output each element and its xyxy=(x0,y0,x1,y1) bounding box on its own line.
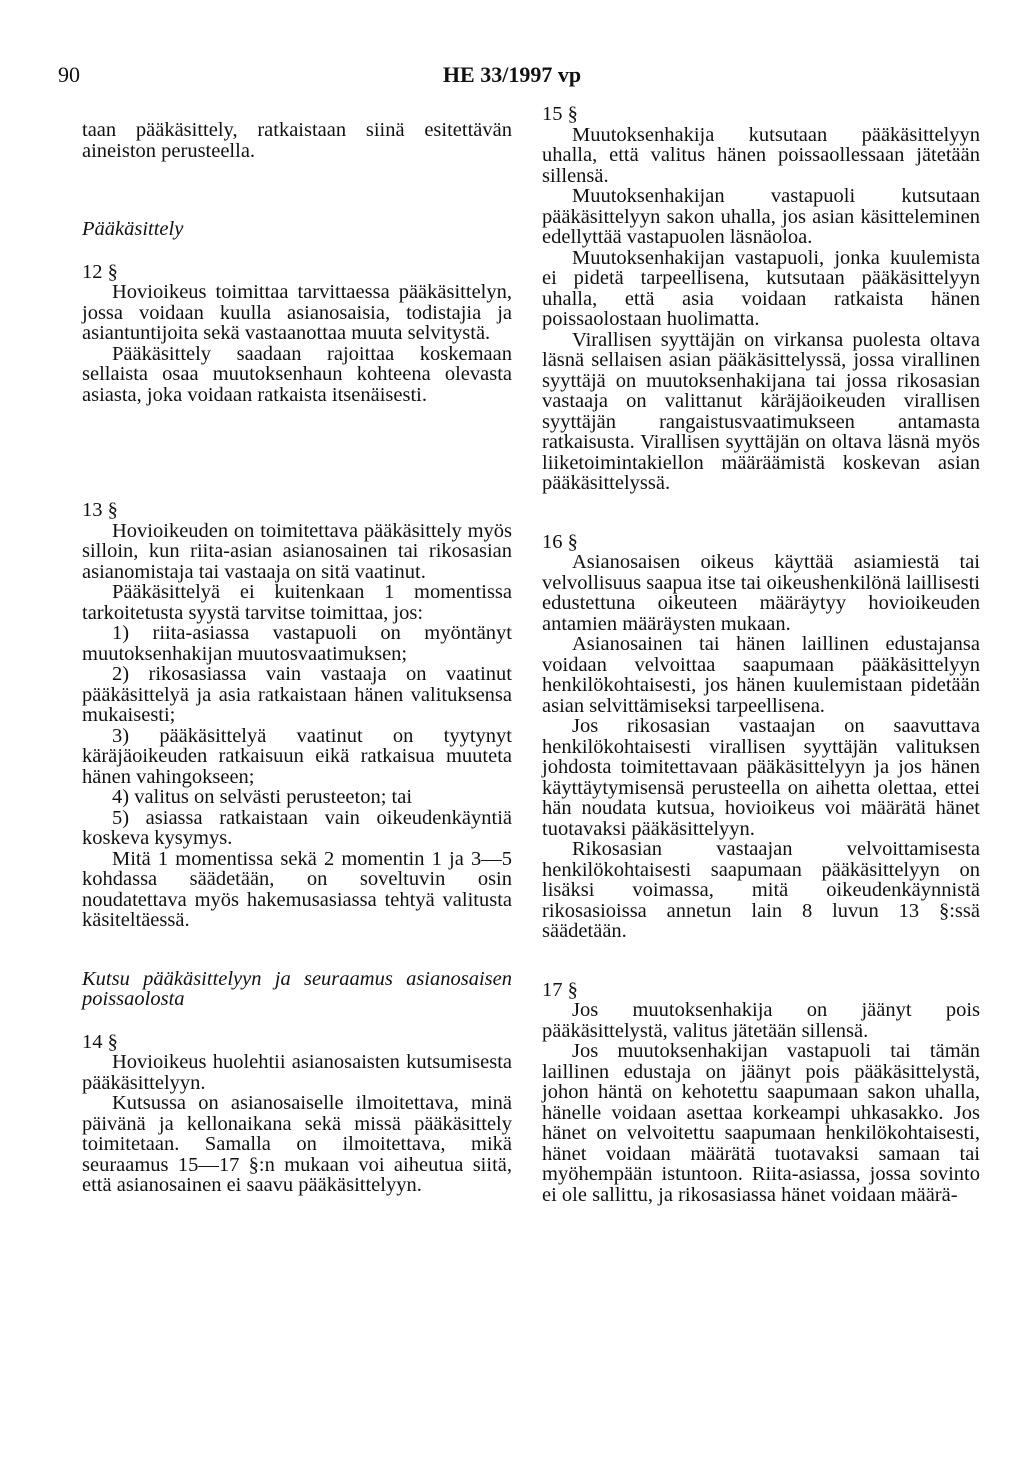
section-number: 14 § xyxy=(82,1030,118,1053)
paragraph: Jos rikosasian vastaajan on saavuttava henkilökohtaisesti virallisen syyttäjän valituksen johdosta toimitettavaan pääkäsittelyyn ja jos hänen käyttäytymisensä perusteella on aihetta olettaa, ettei hän noudata kutsua, hovioikeus voi määrätä hänet tuotavaksi pääkäsittelyyn. xyxy=(542,715,980,840)
section-number: 13 § xyxy=(82,499,118,521)
section-heading: Pääkäsittely xyxy=(82,218,184,240)
intro-paragraph: taan pääkäsittely, ratkaistaan siinä esitettävän aineiston perusteella. xyxy=(82,119,512,162)
paragraph: Muutoksenhakijan vastapuoli, jonka kuulemista ei pidetä tarpeellisena, kutsutaan pääkäsittelyyn uhalla, että asia voidaan ratkaista hänen poissaolostaan huolimatta. xyxy=(542,246,980,330)
left-column xyxy=(82,120,512,1196)
paragraph: Hovioikeus huolehtii asianosaisten kutsumisesta pääkäsittelyyn. xyxy=(82,1051,512,1094)
running-head: HE 33/1997 vp xyxy=(442,62,582,87)
page-number: 90 xyxy=(58,62,80,87)
paragraph: Hovioikeuden on toimitettava pääkäsittely myös silloin, kun riita-asian asianosainen tai rikosasian asianomistaja tai vastaaja on sitä vaatinut. xyxy=(82,519,512,583)
paragraph: Virallisen syyttäjän on virkansa puolesta oltava läsnä sellaisen asian pääkäsittelyssä, jossa virallinen syyttäjä on muutoksenhakijana tai jossa rikosasian vastaaja on valittanut käräjäoikeuden virallisen syyttäjän rangaistusvaatimukseen antamasta ratkaisusta. Virallisen syyttäjän on oltava läsnä myös liiketoimintakiellon määräämistä koskevan asian pääkäsittelyssä. xyxy=(542,328,980,494)
paragraph: Jos muutoksenhakijan vastapuoli tai tämän laillinen edustaja on jäänyt pois pääkäsittelystä, johon häntä on kehotettu saapumaan sakon uhalla, hänelle voidaan asettaa korkeampi uhkasakko. Jos hänet on velvoitettu saapumaan henkilökohtaisesti, hänet voidaan määrätä tuotavaksi samaan tai myöhempään istuntoon. Riita-asiassa, jossa sovinto ei ole sallittu, ja rikosasiassa hänet voidaan määrä- xyxy=(542,1040,980,1206)
list-item: 1) riita-asiassa vastapuoli on myöntänyt muutoksenhakijan muutosvaatimuksen; xyxy=(82,622,512,665)
section-number: 15 § xyxy=(542,103,578,125)
paragraph: Muutoksenhakija kutsutaan pääkäsittelyyn uhalla, että valitus hänen poissaollessaan jätetään sillensä. xyxy=(542,123,980,187)
list-item: 2) rikosasiassa vain vastaaja on vaatinut pääkäsittelyä ja asia ratkaistaan hänen valituksensa mukaisesti; xyxy=(82,663,512,726)
paragraph: Muutoksenhakijan vastapuoli kutsutaan pääkäsittelyyn sakon uhalla, jos asian käsitteleminen edellyttää vastapuolen läsnäoloa. xyxy=(542,185,980,248)
paragraph: Kutsussa on asianosaiselle ilmoitettava, minä päivänä ja kellonaikana sekä missä pääkäsittely toimitetaan. Samalla on ilmoitettava, mikä seuraamus 15—17 §:n mukaan voi aiheutua siitä, että asianosainen ei saavu pääkäsittelyyn. xyxy=(82,1092,512,1196)
paragraph: Asianosaisen oikeus käyttää asiamiestä tai velvollisuus saapua itse tai oikeushenkilönä laillisesti edustettuna oikeuteen määräytyy hovioikeuden antamien määräysten mukaan. xyxy=(542,551,980,635)
section-number: 12 § xyxy=(82,260,118,283)
paragraph: Jos muutoksenhakija on jäänyt pois pääkäsittelystä, valitus jätetään sillensä. xyxy=(542,999,980,1042)
paragraph: Pääkäsittely saadaan rajoittaa koskemaan sellaista osaa muutoksenhaun kohteena olevasta asiasta, joka voidaan ratkaista itsenäisesti. xyxy=(82,342,512,406)
list-item: 3) pääkäsittelyä vaatinut on tyytynyt käräjäoikeuden ratkaisuun eikä ratkaisua muuteta hänen vahingokseen; xyxy=(82,724,512,788)
right-column xyxy=(542,104,980,1205)
list-item: 4) valitus on selvästi perusteeton; tai xyxy=(112,786,413,808)
paragraph: Hovioikeus toimittaa tarvittaessa pääkäsittelyn, jossa voidaan kuulla asianosaisia, todistajia ja asiantuntijoita sekä vastaanottaa muuta selvitystä. xyxy=(82,281,512,344)
paragraph: Pääkäsittelyä ei kuitenkaan 1 momentissa tarkoitetusta syystä tarvitse toimittaa, jos: xyxy=(82,581,512,624)
paragraph: Rikosasian vastaajan velvoittamisesta henkilökohtaisesti saapumaan pääkäsittelyyn on lisäksi voimassa, mitä oikeudenkäynnistä rikosasioissa annetun lain 8 luvun 13 §:ssä säädetään. xyxy=(542,838,980,942)
paragraph: Asianosainen tai hänen laillinen edustajansa voidaan velvoittaa saapumaan pääkäsittelyyn henkilökohtaisesti, jos hänen kuulemistaan pidetään asian selvittämiseksi tarpeellisena. xyxy=(542,633,980,717)
paragraph: Mitä 1 momentissa sekä 2 momentin 1 ja 3—5 kohdassa säädetään, on soveltuvin osin noudatettava myös hakemusasiassa tehtyä valitusta käsiteltäessä. xyxy=(82,847,512,931)
section-heading: Kutsu pääkäsittelyyn ja seuraamus asianosaisen poissaolosta xyxy=(82,967,512,1010)
section-number: 17 § xyxy=(542,978,578,1001)
section-number: 16 § xyxy=(542,530,578,553)
list-item: 5) asiassa ratkaistaan vain oikeudenkäyntiä koskeva kysymys. xyxy=(82,806,512,849)
